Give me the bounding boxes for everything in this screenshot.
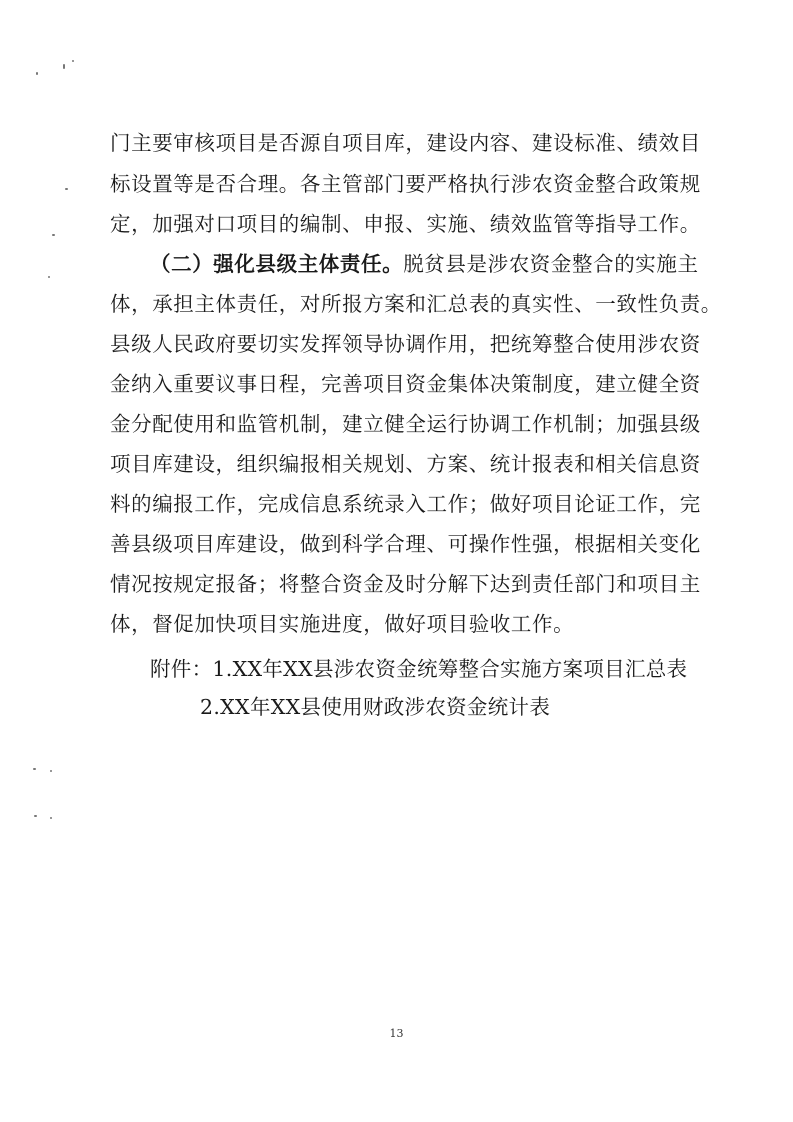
attachment-item: 1.XX年XX县涉农资金统筹整合实施方案项目汇总表 [212, 657, 688, 681]
section-heading: （二）强化县级主体责任。 [150, 252, 404, 276]
text-segment: 脱贫县是涉农资金整合的实施主 [403, 252, 699, 276]
scan-speck [33, 768, 36, 770]
text-line: 善县级项目库建设，做到科学合理、可操作性强，根据相关变化 [110, 532, 701, 556]
text-line: 定，加强对口项目的编制、申报、实施、绩效监管等指导工作。 [110, 212, 701, 236]
scan-speck [36, 72, 38, 75]
text-line: 料的编报工作，完成信息系统录入工作；做好项目论证工作，完 [110, 492, 701, 516]
scan-speck [50, 817, 52, 819]
attachment-item: 2.XX年XX县使用财政涉农资金统计表 [200, 695, 551, 719]
text-line: 金分配使用和监管机制，建立健全运行协调工作机制；加强县级 [110, 412, 701, 436]
text-line: 体，督促加快项目实施进度，做好项目验收工作。 [110, 612, 575, 636]
text-line: 门主要审核项目是否源自项目库，建设内容、建设标准、绩效目 [110, 131, 701, 155]
scan-speck [52, 234, 55, 236]
page-number: 13 [389, 1027, 404, 1040]
scan-speck [50, 770, 52, 772]
text-line: 金纳入重要议事日程，完善项目资金集体决策制度，建立健全资 [110, 372, 701, 396]
attachment-line-1 [150, 655, 687, 683]
text-line: 县级人民政府要切实发挥领导协调作用，把统筹整合使用涉农资 [110, 332, 701, 356]
text-line: 体，承担主体责任，对所报方案和汇总表的真实性、一致性负责。 [110, 292, 722, 316]
scan-speck [72, 60, 74, 62]
paragraph-first-line [150, 250, 730, 278]
attachments-label: 附件： [150, 657, 213, 681]
scan-speck [63, 64, 65, 69]
scan-speck [34, 815, 37, 817]
text-line: 标设置等是否合理。各主管部门要严格执行涉农资金整合政策规 [110, 172, 701, 196]
scan-speck [48, 276, 50, 278]
text-line: 项目库建设，组织编报相关规划、方案、统计报表和相关信息资 [110, 452, 701, 476]
scan-speck [65, 188, 68, 190]
text-line: 情况按规定报备；将整合资金及时分解下达到责任部门和项目主 [110, 572, 701, 596]
